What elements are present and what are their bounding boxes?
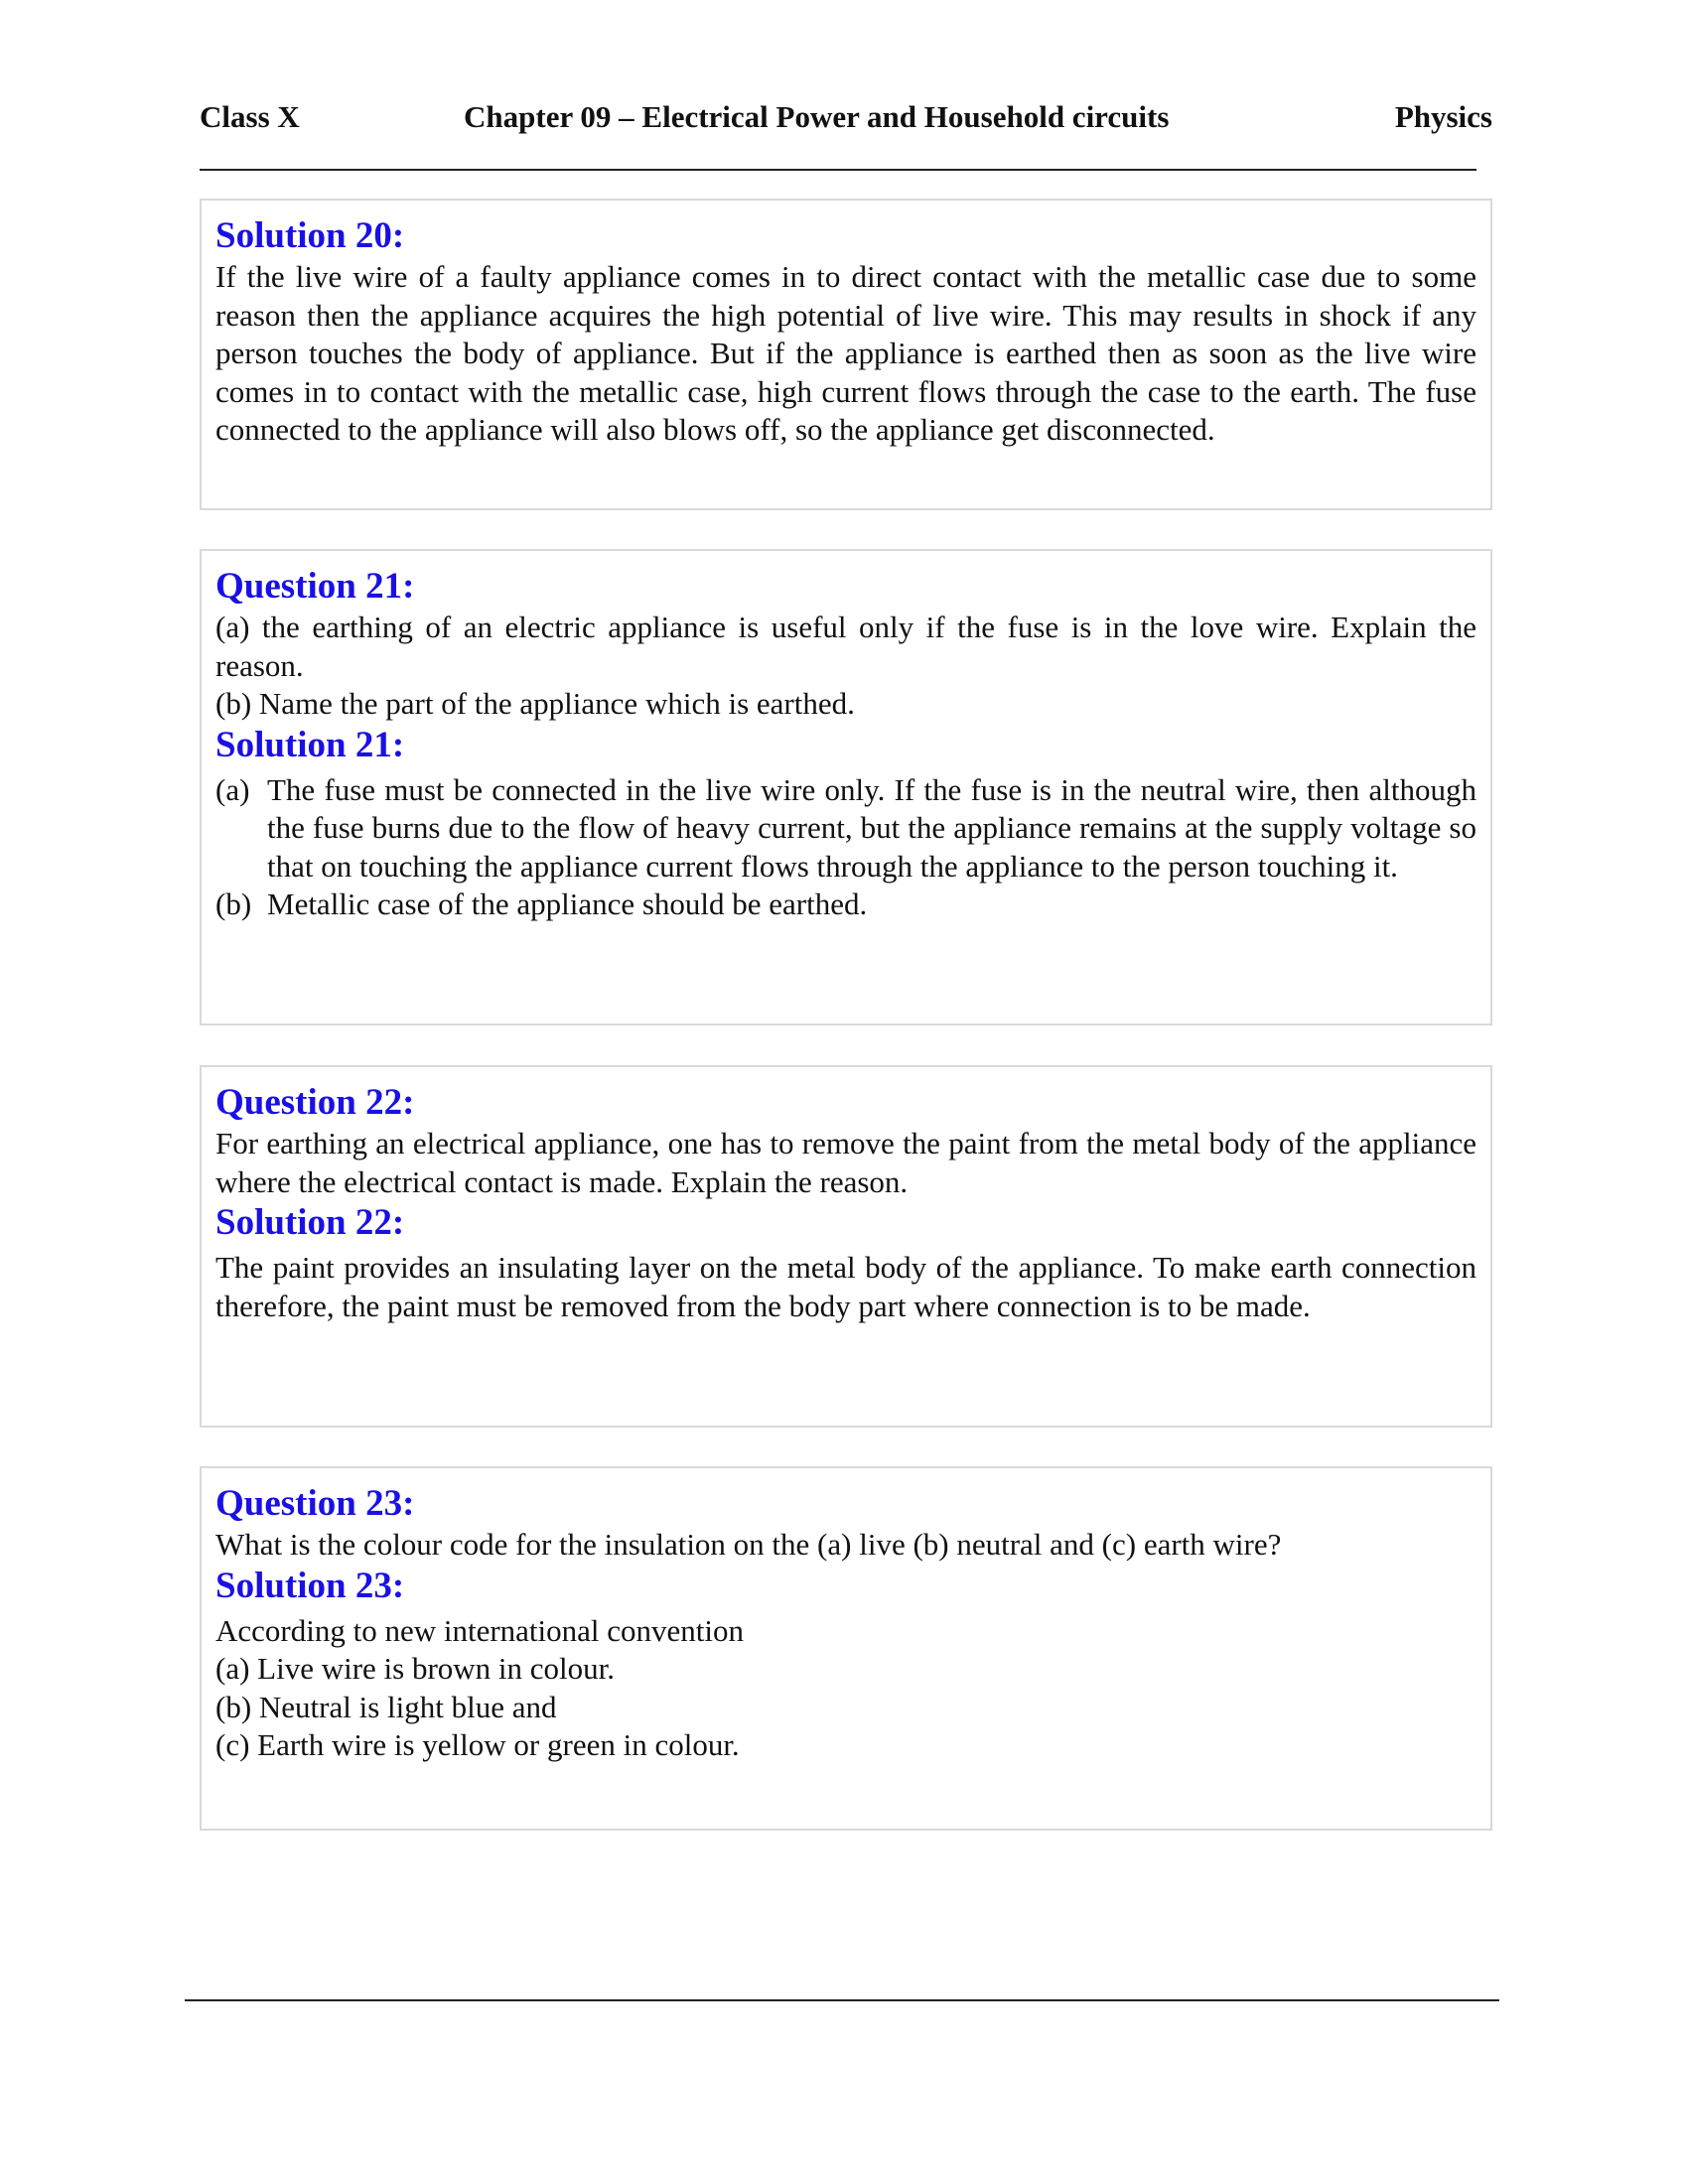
- solution-22-text: The paint provides an insulating layer on the metal body of the appliance. To make earth connection therefore, the paint must be removed from the body part where connection is to be made.: [215, 1250, 1477, 1323]
- footer-divider: [185, 1999, 1499, 2001]
- solution-21-heading: Solution 21:: [215, 724, 405, 765]
- list-item-text: Metallic case of the appliance should be earthed.: [267, 887, 868, 921]
- list-item: [215, 886, 1477, 924]
- solution-22-heading: Solution 22:: [215, 1202, 405, 1243]
- solution-20-text: If the live wire of a faulty appliance comes in to direct contact with the metallic case due to some reason then the appliance acquires the high potential of live wire. This may results in shock if any person touches the body of appliance. But if the appliance is earthed then as soon as the live wire comes in to contact with the metallic case, high current flows through the case to the earth. The fuse connected to the appliance will also blows off, so the appliance get disconnected.: [215, 259, 1477, 447]
- solution-23-line: According to new international convention: [215, 1612, 745, 1648]
- solution-23-line: (c) Earth wire is yellow or green in colour.: [215, 1727, 740, 1762]
- header-divider: [200, 169, 1477, 171]
- question-23-text: What is the colour code for the insulation on the (a) live (b) neutral and (c) earth wire?: [215, 1527, 1282, 1562]
- list-marker: (a): [215, 771, 250, 807]
- solution-23-line: (b) Neutral is light blue and: [215, 1689, 557, 1724]
- solution-23-line: (a) Live wire is brown in colour.: [215, 1651, 616, 1686]
- page-header: [200, 99, 1492, 139]
- solution-20-heading: Solution 20:: [215, 215, 405, 256]
- solution-21-list: [215, 771, 1477, 924]
- list-item-text: The fuse must be connected in the live wire only. If the fuse is in the neutral wire, then although the fuse burns due to the flow of heavy current, but the appliance remains at the supply voltage so that on touching the appliance current flows through the appliance to the person touching it.: [267, 771, 1477, 884]
- question-21-box: [200, 549, 1492, 1025]
- question-21-heading: Question 21:: [215, 566, 415, 607]
- list-item: [215, 771, 1477, 887]
- question-21-part-b: (b) Name the part of the appliance which is earthed.: [215, 686, 855, 721]
- header-class: Class X: [200, 99, 300, 134]
- question-21-part-a: (a) the earthing of an electric appliance is useful only if the fuse is in the love wire. Explain the reason.: [215, 610, 1477, 683]
- question-22-text: For earthing an electrical appliance, one has to remove the paint from the metal body of the appliance where the electrical contact is made. Explain the reason.: [215, 1126, 1477, 1199]
- solution-23-lines: [215, 1612, 1477, 1765]
- list-marker: (b): [215, 887, 252, 921]
- solution-23-heading: Solution 23:: [215, 1565, 405, 1606]
- question-23-heading: Question 23:: [215, 1483, 415, 1524]
- question-22-heading: Question 22:: [215, 1082, 415, 1123]
- solution-20-box: [200, 199, 1492, 510]
- header-subject: Physics: [1394, 99, 1492, 134]
- header-chapter-title: Chapter 09 – Electrical Power and Household circuits: [464, 99, 1170, 134]
- question-22-box: [200, 1065, 1492, 1428]
- question-23-box: [200, 1466, 1492, 1831]
